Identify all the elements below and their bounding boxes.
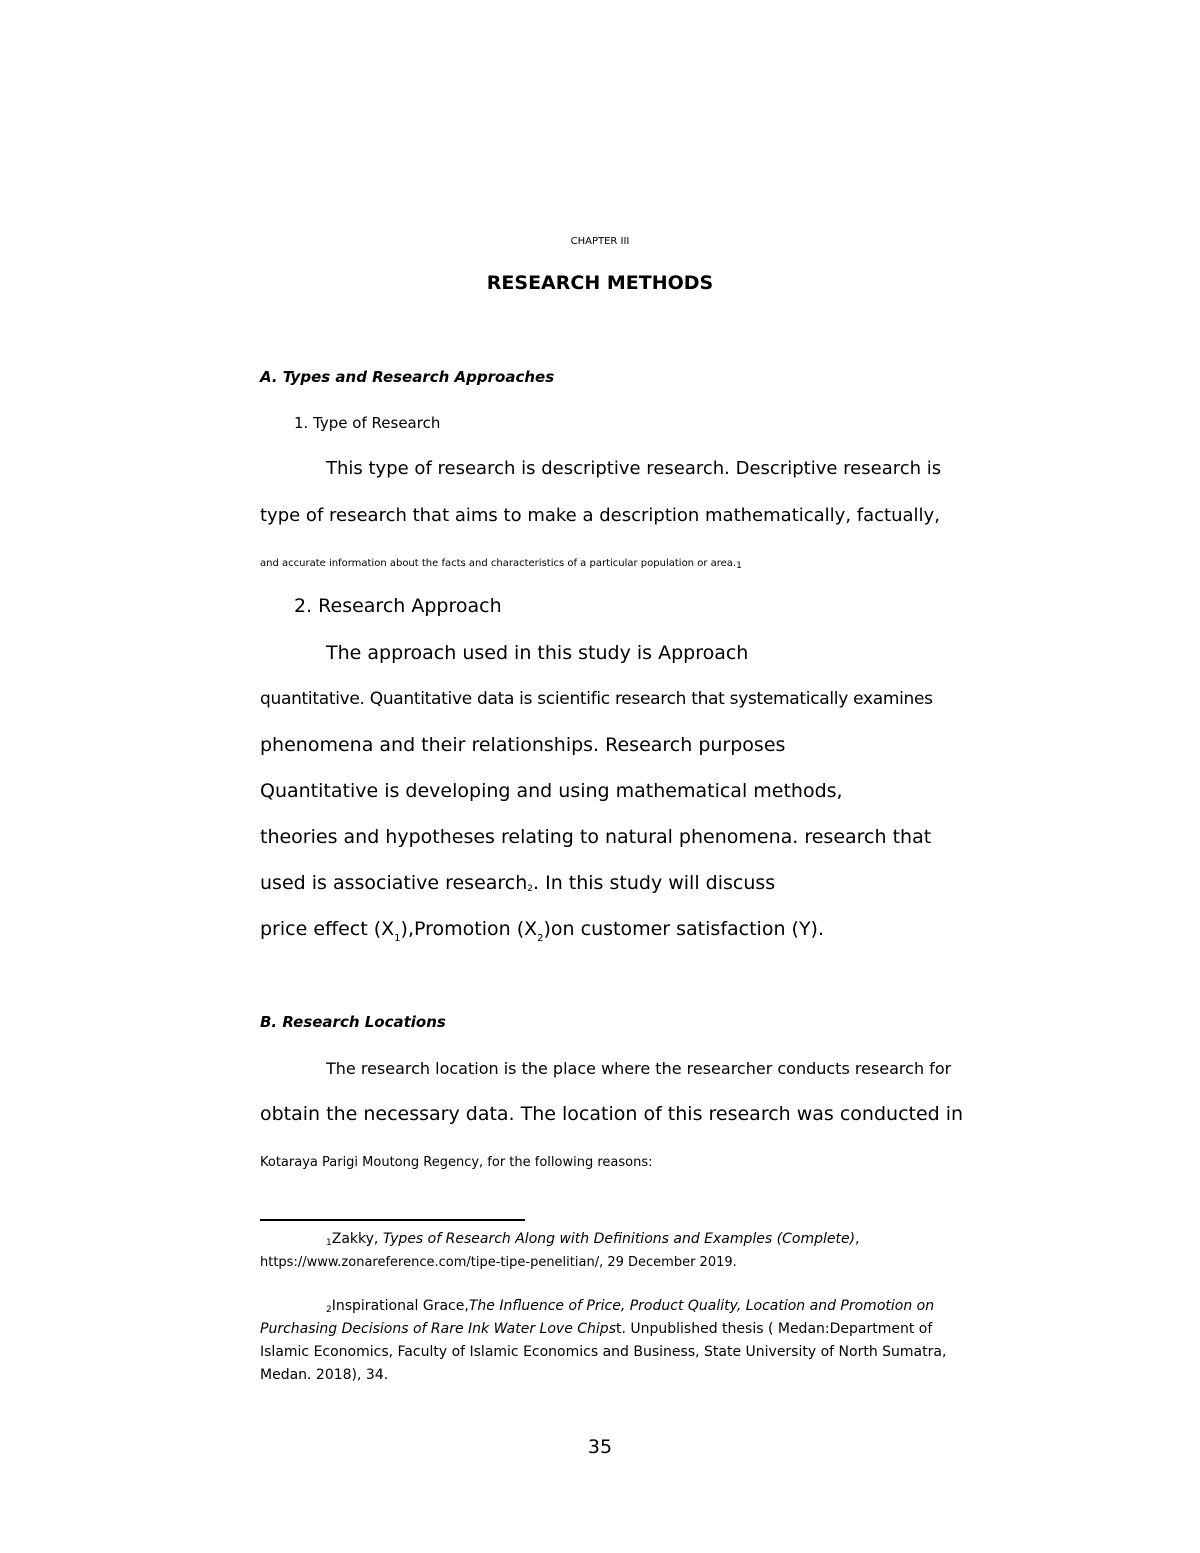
section-a-heading: A. Types and Research Approaches	[260, 368, 555, 386]
footnote-ref-1: 1	[736, 561, 742, 571]
footnote-title: Types of Research Along with Definitions and Examples (Complete)	[382, 1231, 856, 1247]
footnote-2-line: Islamic Economics, Faculty of Islamic Economics and Business, State University of North Sumatra,	[260, 1344, 947, 1360]
paragraph-line: phenomena and their relationships. Research purposes	[260, 734, 786, 756]
page-title: RESEARCH METHODS	[486, 272, 714, 294]
paragraph-text: )on customer satisfaction (Y).	[543, 918, 824, 940]
footnote-text: t. Unpublished thesis ( Medan:Department of	[616, 1321, 933, 1337]
paragraph-line	[260, 872, 775, 894]
paragraph-text: ),Promotion (X	[400, 918, 538, 940]
paragraph-line: Kotaraya Parigi Moutong Regency, for the following reasons:	[260, 1155, 653, 1170]
footnote-1-url: https://www.zonareference.com/tipe-tipe-penelitian/, 29 December 2019.	[260, 1255, 737, 1270]
footnote-title: Purchasing Decisions of Rare Ink Water Love Chips	[260, 1321, 616, 1337]
paragraph-line	[260, 558, 742, 569]
footnote-author: Inspirational Grace,	[331, 1298, 469, 1314]
footnote-separator	[260, 1219, 525, 1221]
paragraph-text: used is associative research	[260, 872, 528, 894]
chapter-label: CHAPTER III	[570, 236, 630, 247]
subsection-type-of-research: 1. Type of Research	[294, 414, 441, 432]
paragraph-text: . In this study will discuss	[533, 872, 776, 894]
paragraph-text: and accurate information about the facts and characteristics of a particular population or area.	[260, 558, 737, 569]
footnote-ref-2: 2	[527, 884, 534, 894]
paragraph-text: price effect (X	[260, 918, 395, 940]
subsection-research-approach: 2. Research Approach	[294, 595, 502, 617]
paragraph-line: theories and hypotheses relating to natural phenomena. research that	[260, 826, 932, 848]
footnote-title: The Influence of Price, Product Quality, Location and Promotion on	[468, 1298, 935, 1314]
paragraph-line: quantitative. Quantitative data is scientific research that systematically examines	[260, 689, 933, 709]
paragraph-line: The approach used in this study is Approach	[326, 642, 749, 664]
footnote-2-line: Medan. 2018), 34.	[260, 1367, 389, 1383]
page-number: 35	[587, 1436, 613, 1458]
footnote-number: 2	[326, 1305, 332, 1315]
subscript: 2	[537, 933, 544, 944]
footnote-1	[326, 1231, 860, 1247]
footnote-text: ,	[855, 1231, 860, 1247]
subscript: 1	[394, 933, 401, 944]
footnote-2-line	[260, 1321, 932, 1337]
paragraph-line: Quantitative is developing and using mathematical methods,	[260, 780, 843, 802]
paragraph-line: obtain the necessary data. The location of this research was conducted in	[260, 1103, 964, 1125]
paragraph-line: This type of research is descriptive research. Descriptive research is	[326, 458, 942, 479]
footnote-number: 1	[326, 1238, 332, 1248]
paragraph-line: type of research that aims to make a description mathematically, factually,	[260, 505, 940, 526]
footnote-author: Zakky,	[331, 1231, 383, 1247]
paragraph-line	[260, 918, 824, 944]
section-b-heading: B. Research Locations	[260, 1013, 446, 1031]
footnote-2	[326, 1298, 934, 1314]
paragraph-line: The research location is the place where the researcher conducts research for	[326, 1059, 952, 1078]
